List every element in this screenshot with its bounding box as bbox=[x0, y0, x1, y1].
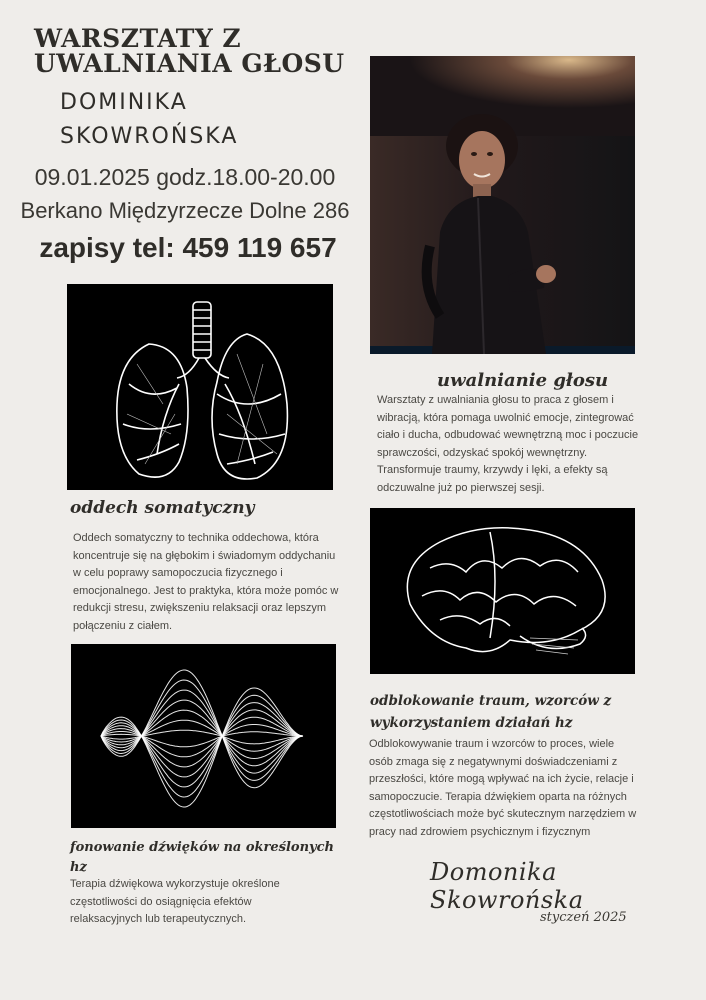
event-title: WARSZTATY Z UWALNIANIA GŁOSU bbox=[34, 24, 345, 78]
presenter-last-name: SKOWROŃSKA bbox=[60, 124, 239, 149]
event-date: 09.01.2025 godz.18.00-20.00 bbox=[34, 164, 336, 190]
wave-line bbox=[101, 690, 303, 736]
section-text-sound: Terapia dźwiękowa wykorzystuje określone częstotliwości do osiągnięcia efektów relaksacyjnych lub terapeutycznych. bbox=[70, 878, 280, 925]
section-text-breath: Oddech somatyczny to technika oddechowa, która koncentruje się na głębokim i świadomym oddychaniu w celu poprawy samopoczucia fizycznego i emocjonalnego. Jest to praktyka, która może pomóc w redukcji stresu, zwiększeniu relaksacji oraz lepszym połączeniu z ciałem. bbox=[73, 532, 339, 632]
signature-date: styczeń 2025 bbox=[540, 910, 627, 925]
section-heading-voice: uwalnianie głosu bbox=[437, 370, 609, 391]
presenter-first-name: DOMINIKA bbox=[60, 90, 188, 115]
presenter-photo bbox=[370, 56, 635, 354]
section-heading-trauma: odblokowanie traum, wzorców z wykorzystaniem działań hz bbox=[370, 693, 612, 731]
brain-drawing bbox=[370, 508, 635, 674]
event-place: Berkano Międzyrzecze Dolne 286 bbox=[20, 198, 350, 223]
section-heading-breath: oddech somatyczny bbox=[70, 498, 255, 518]
signup-phone: zapisy tel: 459 119 657 bbox=[39, 232, 337, 263]
signature: Domonika Skowrońska bbox=[430, 858, 584, 914]
soundwave-drawing bbox=[71, 644, 336, 828]
lungs-drawing bbox=[67, 284, 333, 490]
section-heading-sound: fonowanie dźwięków na określonych hz bbox=[70, 840, 334, 875]
section-text-trauma: Odblokowywanie traum i wzorców to proces, wiele osób zmaga się z negatywnymi doświadczeniami z przeszłości, które mogą wpływać na ich życie, relacje i samopoczucie. Terapia dźwiękiem oparta na różnych częstotliwościach może być skutecznym narzędziem w pracy nad zdrowiem psychicznym i fizycznym bbox=[369, 738, 637, 838]
soundwave-illustration bbox=[71, 644, 336, 828]
brain-illustration bbox=[370, 508, 635, 674]
section-text-voice: Warsztaty z uwalniania głosu to praca z głosem i wibracją, która pomaga uwolnić emocje, zintegrować ciało i ducha, odbudować wewnętrzną moc i poczucie sprawczości, odzyskać spokój wewnętrzny. Transformuje traumy, krzywdy i lęki, a efekty są odczuwalne już po pierwszej sesji. bbox=[377, 394, 639, 494]
lungs-illustration bbox=[67, 284, 333, 490]
